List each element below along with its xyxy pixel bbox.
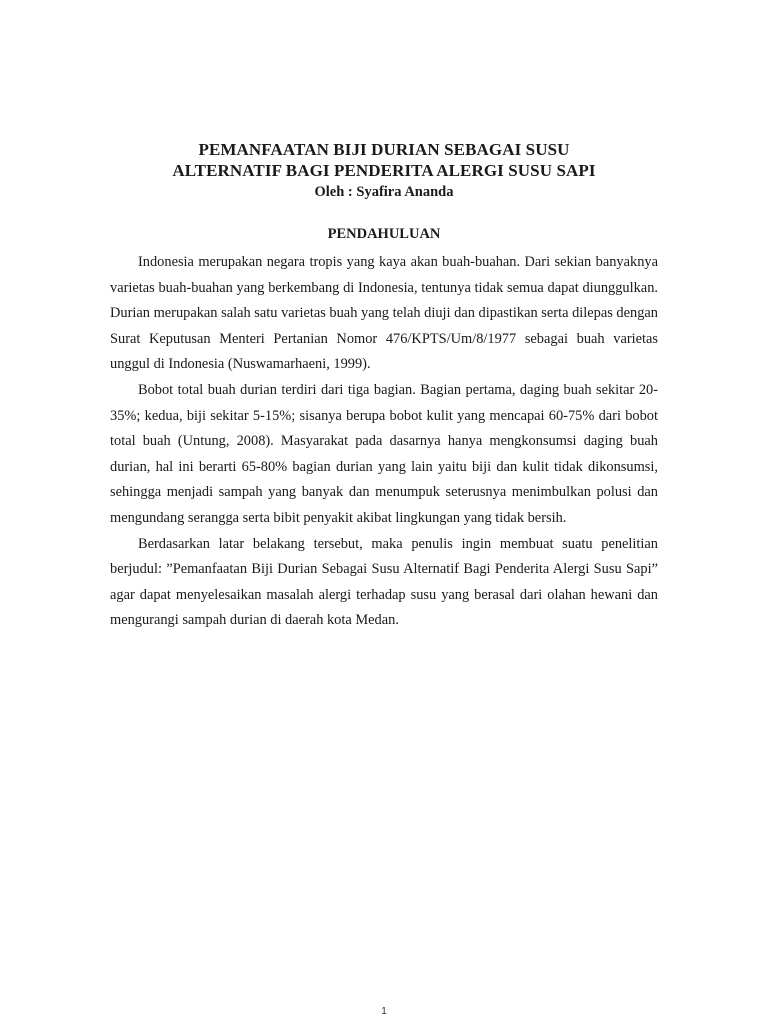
page-number: 1	[381, 1006, 387, 1017]
paragraph-3: Berdasarkan latar belakang tersebut, maka penulis ingin membuat suatu penelitian berjudul: ”Pemanfaatan Biji Durian Sebagai Susu Alternatif Bagi Penderita Alergi Susu Sapi” agar dapat menyelesaikan masalah alergi terhadap susu yang berasal dari olahan hewani dan mengurangi sampah durian di daerah kota Medan.	[110, 535, 658, 629]
document-title-line-1: PEMANFAATAN BIJI DURIAN SEBAGAI SUSU	[198, 140, 570, 159]
paragraph-2: Bobot total buah durian terdiri dari tiga bagian. Bagian pertama, daging buah sekitar 20-35%; kedua, biji sekitar 5-15%; sisanya berupa bobot kulit yang mencapai 60-75% dari bobot total buah (Untung, 2008). Masyarakat pada dasarnya hanya mengkonsumsi daging buah durian, hal ini berarti 65-80% bagian durian yang lain yaitu biji dan kulit tidak dikonsumsi, sehingga menjadi sampah yang banyak dan menumpuk seterusnya menimbulkan polusi dan mengundang serangga serta bibit penyakit akibat lingkungan yang tidak bersih.	[110, 381, 658, 526]
paragraph-1: Indonesia merupakan negara tropis yang kaya akan buah-buahan. Dari sekian banyaknya varietas buah-buahan yang berkembang di Indonesia, tentunya tidak semua dapat diunggulkan. Durian merupakan salah satu varietas buah yang telah diuji dan dipastikan serta dilepas dengan Surat Keputusan Menteri Pertanian Nomor 476/KPTS/Um/8/1977 sebagai buah varietas unggul di Indonesia (Nuswamarhaeni, 1999).	[110, 254, 658, 373]
author-byline: Oleh : Syafira Ananda	[314, 184, 454, 200]
document-title-line-2: ALTERNATIF BAGI PENDERITA ALERGI SUSU SAPI	[172, 161, 596, 180]
body-text	[110, 250, 658, 634]
section-heading: PENDAHULUAN	[327, 226, 441, 242]
